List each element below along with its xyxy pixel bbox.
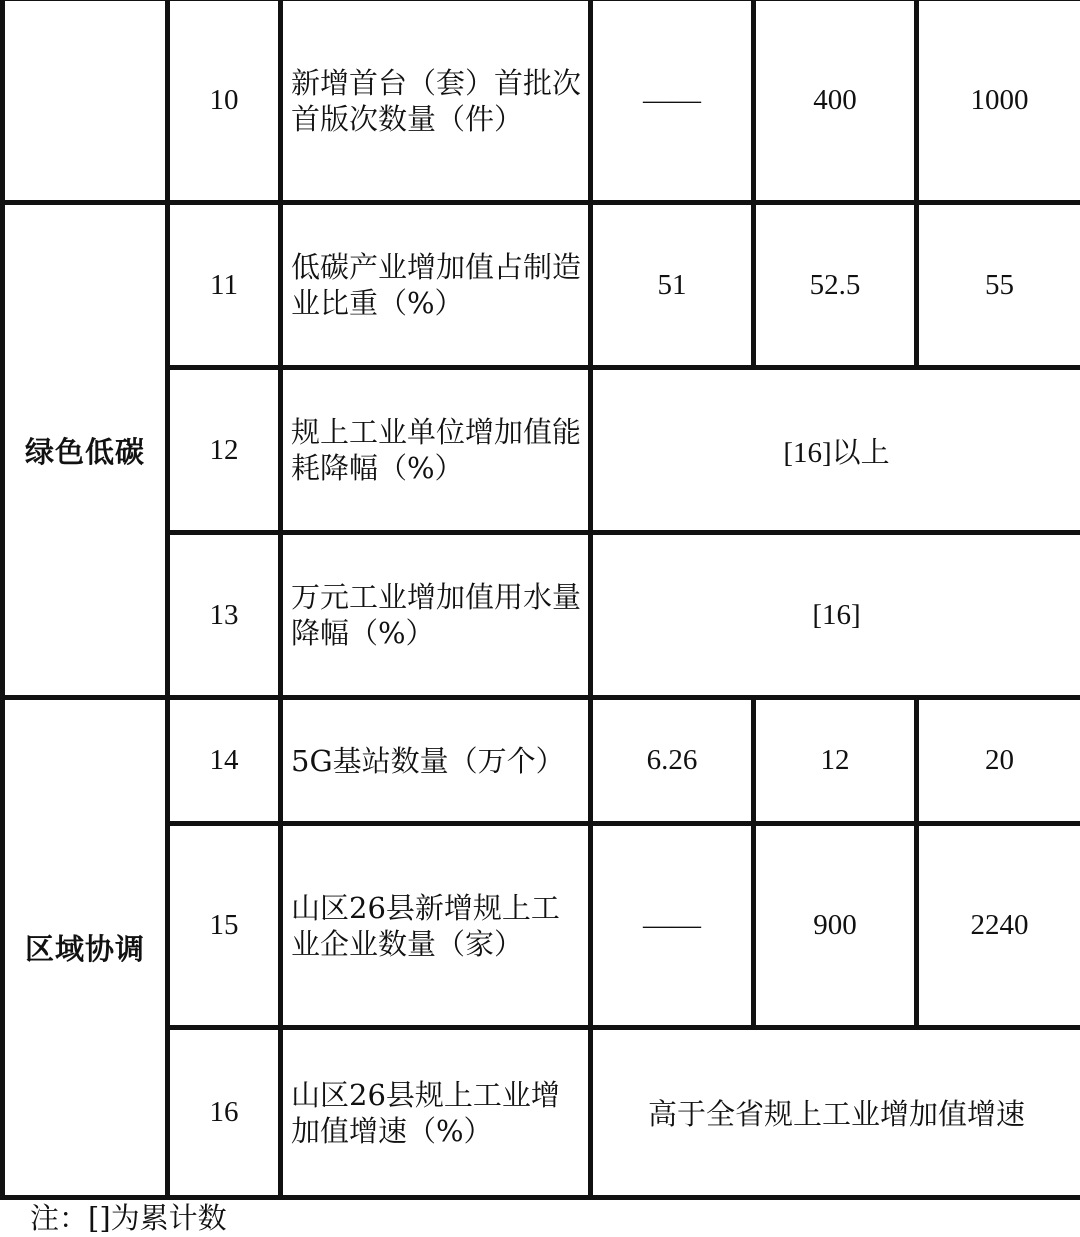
row-number: 15 <box>168 824 281 1028</box>
indicator-name: 规上工业单位增加值能耗降幅（%） <box>281 368 591 533</box>
table-row <box>3 698 1080 824</box>
value-cell: 2240 <box>917 824 1080 1028</box>
table-row <box>3 0 1080 203</box>
merged-value-cell: [16]以上 <box>591 368 1080 533</box>
indicator-name: 5G基站数量（万个） <box>281 698 591 824</box>
merged-value-cell: [16] <box>591 533 1080 698</box>
value-cell: —— <box>591 824 754 1028</box>
value-cell: 6.26 <box>591 698 754 824</box>
indicator-name: 山区26县新增规上工业企业数量（家） <box>281 824 591 1028</box>
row-number: 11 <box>168 203 281 368</box>
table-note: 注：[]为累计数 <box>30 1201 227 1235</box>
merged-value-cell: 高于全省规上工业增加值增速 <box>591 1028 1080 1198</box>
value-cell: 51 <box>591 203 754 368</box>
category-cell-empty <box>3 0 168 203</box>
row-number: 16 <box>168 1028 281 1198</box>
value-cell: 1000 <box>917 0 1080 203</box>
value-cell: 400 <box>754 0 917 203</box>
table-row <box>3 203 1080 368</box>
row-number: 14 <box>168 698 281 824</box>
row-number: 13 <box>168 533 281 698</box>
indicator-name: 山区26县规上工业增加值增速（%） <box>281 1028 591 1198</box>
value-cell: 20 <box>917 698 1080 824</box>
value-cell: —— <box>591 0 754 203</box>
row-number: 10 <box>168 0 281 203</box>
value-cell: 52.5 <box>754 203 917 368</box>
indicator-name: 万元工业增加值用水量降幅（%） <box>281 533 591 698</box>
value-cell: 55 <box>917 203 1080 368</box>
indicator-name: 低碳产业增加值占制造业比重（%） <box>281 203 591 368</box>
row-number: 12 <box>168 368 281 533</box>
value-cell: 12 <box>754 698 917 824</box>
category-cell: 绿色低碳 <box>3 203 168 698</box>
indicator-name: 新增首台（套）首批次首版次数量（件） <box>281 0 591 203</box>
value-cell: 900 <box>754 824 917 1028</box>
category-cell: 区域协调 <box>3 698 168 1198</box>
